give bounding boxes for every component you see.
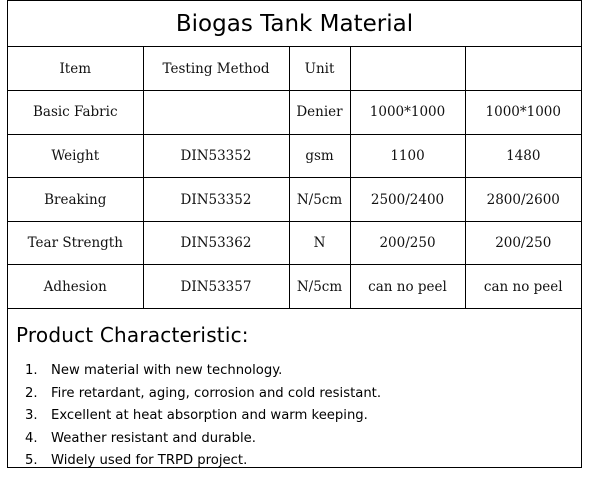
header-cell: [465, 47, 581, 91]
unit-cell: Denier: [289, 91, 350, 135]
spec-sheet: [7, 0, 582, 468]
list-number: 4.: [25, 430, 38, 446]
table-row: [8, 221, 581, 265]
value-cell: 1100: [350, 134, 465, 178]
header-cell: Unit: [289, 47, 350, 91]
characteristics-list: [8, 360, 581, 473]
value-cell: can no peel: [350, 265, 465, 309]
table-header-row: [8, 47, 581, 91]
value-cell: 1000*1000: [465, 91, 581, 135]
method-cell: DIN53357: [143, 265, 289, 309]
unit-cell: N/5cm: [289, 178, 350, 222]
unit-cell: N: [289, 221, 350, 265]
list-text: New material with new technology.: [51, 363, 283, 378]
table-row: [8, 265, 581, 309]
sheet-title: Biogas Tank Material: [8, 1, 581, 47]
item-cell: Tear Strength: [8, 221, 143, 265]
value-cell: 200/250: [350, 221, 465, 265]
unit-cell: gsm: [289, 134, 350, 178]
item-cell: Basic Fabric: [8, 91, 143, 135]
list-text: Widely used for TRPD project.: [51, 453, 248, 468]
list-number: 5.: [25, 453, 38, 468]
table-row: [8, 178, 581, 222]
value-cell: 1000*1000: [350, 91, 465, 135]
characteristics-heading: Product Characteristic:: [16, 323, 249, 347]
method-cell: DIN53362: [143, 221, 289, 265]
spec-table: [8, 47, 581, 309]
list-text: Weather resistant and durable.: [51, 430, 256, 446]
list-item: [25, 383, 581, 406]
list-number: 2.: [25, 385, 38, 401]
list-text: Fire retardant, aging, corrosion and cold resistant.: [51, 385, 382, 401]
method-cell: DIN53352: [143, 178, 289, 222]
value-cell: 2800/2600: [465, 178, 581, 222]
list-item: [25, 450, 581, 473]
list-text: Excellent at heat absorption and warm keeping.: [51, 408, 368, 423]
value-cell: can no peel: [465, 265, 581, 309]
characteristics-section: [8, 315, 581, 473]
table-row: [8, 134, 581, 178]
unit-cell: N/5cm: [289, 265, 350, 309]
list-number: 1.: [25, 363, 38, 378]
list-item: [25, 428, 581, 451]
header-cell: [350, 47, 465, 91]
table-row: [8, 91, 581, 135]
header-cell: Testing Method: [143, 47, 289, 91]
list-item: [25, 405, 581, 428]
item-cell: Adhesion: [8, 265, 143, 309]
value-cell: 200/250: [465, 221, 581, 265]
list-number: 3.: [25, 408, 38, 423]
header-cell: Item: [8, 47, 143, 91]
list-item: [25, 360, 581, 383]
method-cell: DIN53352: [143, 134, 289, 178]
value-cell: 1480: [465, 134, 581, 178]
method-cell: [143, 91, 289, 135]
item-cell: Weight: [8, 134, 143, 178]
item-cell: Breaking: [8, 178, 143, 222]
value-cell: 2500/2400: [350, 178, 465, 222]
